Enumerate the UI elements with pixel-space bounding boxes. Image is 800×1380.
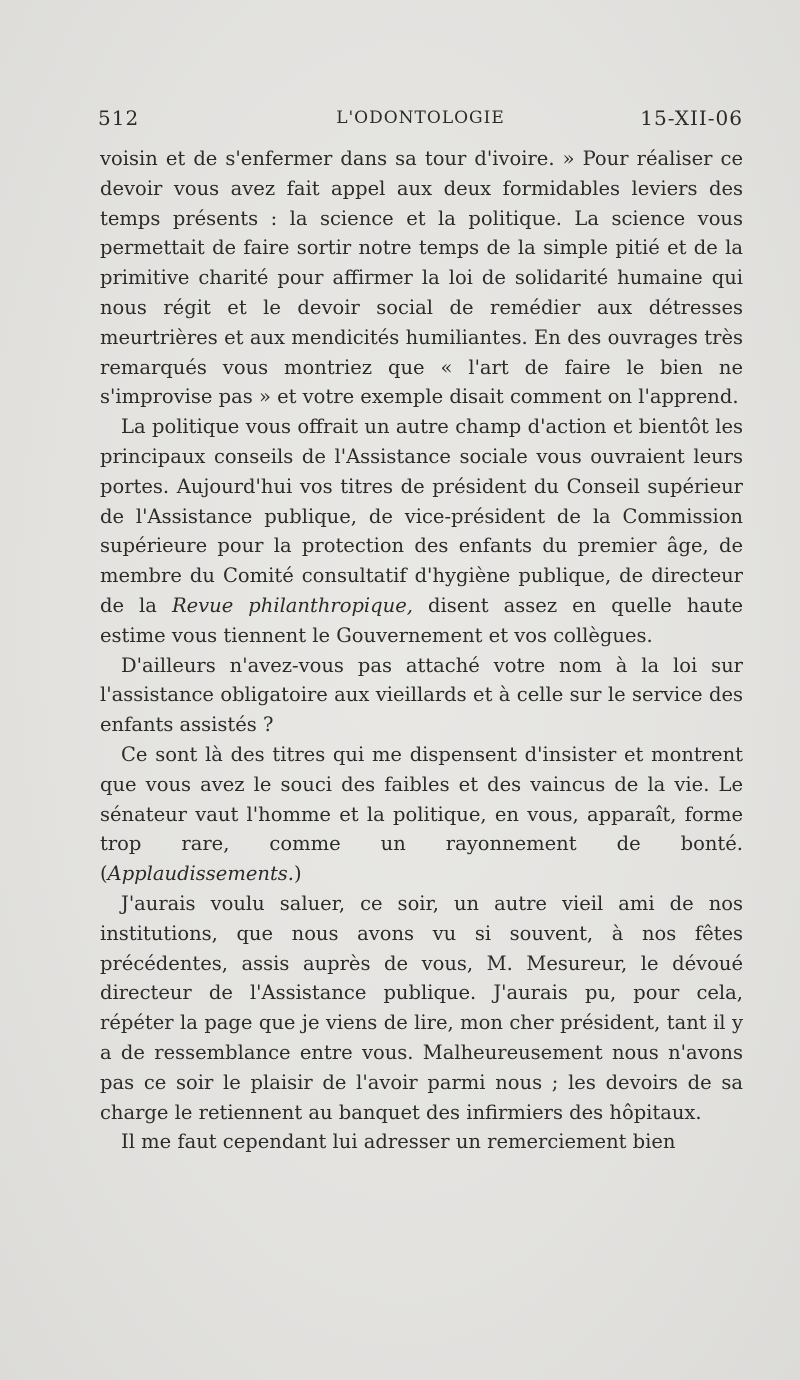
paragraph-2-text-before: La politique vous offrait un autre champ d'action et bientôt les principaux conseils de l'Assistance sociale vous ouvraient leurs portes. Aujourd'hui vos titres de président du Conseil supérieur de l'Assistance publique, de vice-président de la Commission supérieure pour la protection des enfants du premier âge, de membre du Comité consultatif d'hygiène publique, de directeur de la — [100, 415, 743, 617]
paragraph-2 — [100, 412, 743, 650]
body-text — [100, 144, 743, 1157]
paragraph-2-text-after: disent assez en quelle haute estime vous tiennent le Gouvernement et vos collègues. — [100, 593, 743, 647]
page-number: 512 — [98, 106, 140, 130]
paragraph-3: D'ailleurs n'avez-vous pas attaché votre nom à la loi sur l'assistance obligatoire aux vieillards et à celle sur le service des enfants assistés ? — [100, 653, 743, 737]
applause-note: Applaudissements. — [107, 862, 294, 886]
paragraph-1: voisin et de s'enfermer dans sa tour d'ivoire. » Pour réaliser ce devoir vous avez fait appel aux deux formidables leviers des temps présents : la science et la politique. La science vous permettait de faire sortir notre temps de la simple pitié et de la primitive charité pour affirmer la loi de solidarité humaine qui nous régit et le devoir social de remédier aux détresses meurtrières et aux mendicités humiliantes. En des ouvrages très remarqués vous montriez que « l'art de faire le bien ne s'improvise pas » et votre exemple disait comment on l'apprend. — [100, 147, 743, 409]
journal-title: Revue philanthropique, — [171, 593, 413, 617]
paragraph-4-text-after: ) — [293, 862, 302, 886]
running-title: L'ODONTOLOGIE — [336, 108, 505, 128]
issue-date: 15-XII-06 — [640, 106, 743, 130]
paragraph-4-text-before: Ce sont là des titres qui me dispensent d'insister et montrent que vous avez le souci des faibles et des vaincus de la vie. Le sénateur vaut l'homme et la politique, en vous, apparaît, forme trop rare, comme un rayonnement de bonté. ( — [100, 742, 743, 886]
page-header — [98, 106, 743, 140]
paragraph-5: J'aurais voulu saluer, ce soir, un autre vieil ami de nos institutions, que nous avons vu si souvent, à nos fêtes précédentes, assis auprès de vous, M. Mesureur, le dévoué directeur de l'Assistance publique. J'aurais pu, pour cela, répéter la page que je viens de lire, mon cher président, tant il y a de ressemblance entre vous. Malheureusement nous n'avons pas ce soir le plaisir de l'avoir parmi nous ; les devoirs de sa charge le retiennent au banquet des infirmiers des hôpitaux. — [100, 891, 743, 1124]
paragraph-6: Il me faut cependant lui adresser un remerciement bien — [121, 1130, 676, 1154]
paragraph-4 — [100, 740, 743, 889]
